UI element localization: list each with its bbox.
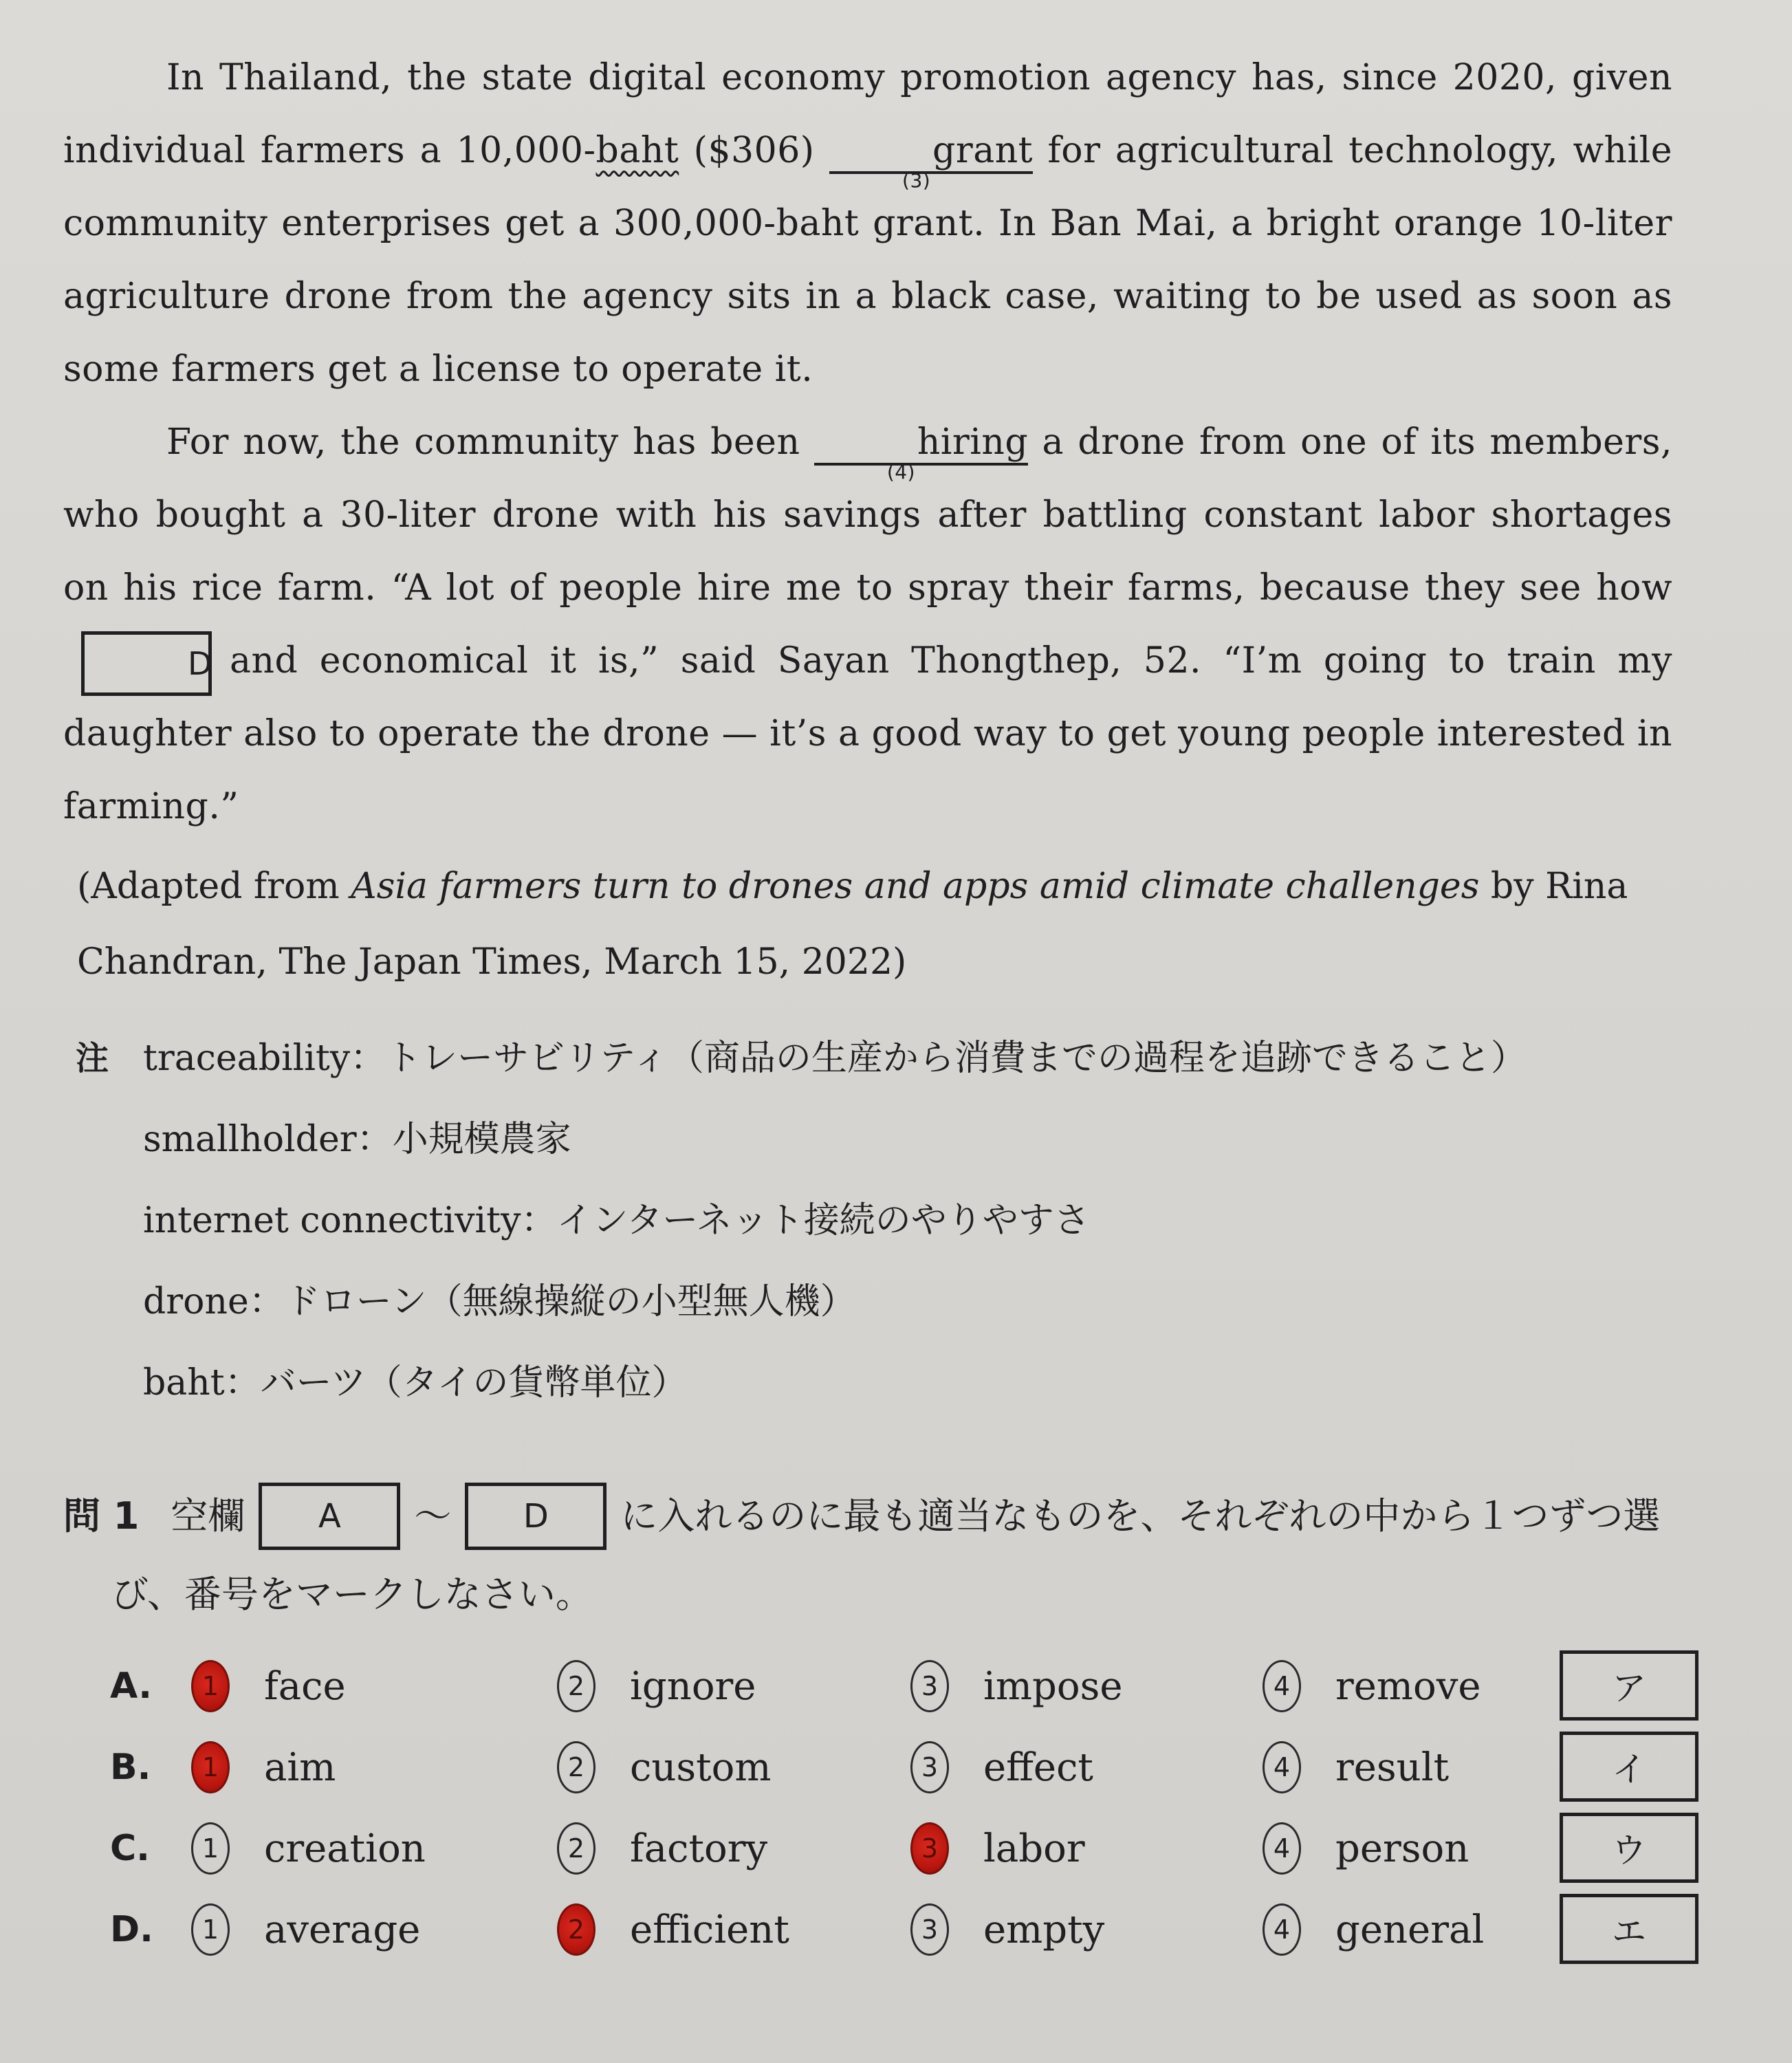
underlined-word-grant: grant bbox=[932, 130, 1034, 171]
note-item: smallholder：小規模農家 bbox=[143, 1119, 571, 1160]
option-number[interactable]: 4 bbox=[1263, 1822, 1301, 1875]
option-number[interactable]: 3 bbox=[910, 1741, 949, 1793]
choice-label: B. bbox=[110, 1747, 151, 1788]
paragraph-1 bbox=[63, 41, 1672, 406]
option-number-marked[interactable]: 2 bbox=[557, 1903, 595, 1956]
note-item: internet connectivity：インターネット接続のやりやすさ bbox=[143, 1200, 1090, 1241]
option-number[interactable]: 2 bbox=[557, 1822, 595, 1875]
note-row bbox=[76, 1180, 1657, 1261]
option[interactable] bbox=[910, 1903, 1104, 1956]
option-word: creation bbox=[264, 1826, 426, 1871]
choice-label: C. bbox=[110, 1828, 150, 1869]
option-number-marked[interactable]: 1 bbox=[191, 1741, 230, 1793]
blank-box-d: D bbox=[465, 1483, 607, 1550]
p2-text-a: For now, the community has been bbox=[166, 422, 814, 463]
option[interactable] bbox=[191, 1903, 420, 1956]
vocabulary-notes bbox=[76, 1018, 1657, 1423]
option-word: ignore bbox=[630, 1663, 756, 1709]
option-number[interactable]: 3 bbox=[910, 1903, 949, 1956]
reading-passage bbox=[63, 41, 1672, 1000]
option-word: aim bbox=[264, 1745, 336, 1790]
underlined-word-baht: baht bbox=[595, 130, 679, 171]
note-item: drone：ドローン（無線操縦の小型無人機） bbox=[143, 1281, 856, 1322]
note-item: traceability：トレーサビリティ（商品の生産から消費までの過程を追跡できること） bbox=[143, 1038, 1527, 1079]
underline-label-3: (3) bbox=[902, 169, 931, 192]
option[interactable] bbox=[191, 1660, 346, 1712]
underlined-word-4 bbox=[814, 422, 1029, 483]
question-instruction-line-2: び、番号をマークしなさい。 bbox=[111, 1573, 593, 1616]
blank-d: D bbox=[81, 631, 212, 696]
answer-box: エ bbox=[1560, 1894, 1698, 1964]
tilde: ～ bbox=[414, 1494, 452, 1538]
question-text-a: 空欄 bbox=[171, 1494, 245, 1538]
answer-box: ア bbox=[1560, 1650, 1698, 1721]
choice-row-b bbox=[110, 1732, 1678, 1813]
underlined-word-3 bbox=[829, 130, 1034, 192]
option[interactable] bbox=[1263, 1660, 1481, 1712]
option[interactable] bbox=[191, 1822, 426, 1875]
option-number[interactable]: 2 bbox=[557, 1741, 595, 1793]
option-word: effect bbox=[983, 1745, 1093, 1790]
source-prefix: (Adapted from bbox=[77, 866, 351, 907]
option-word: average bbox=[264, 1907, 421, 1952]
option-word: factory bbox=[630, 1826, 768, 1871]
question-number: 問 1 bbox=[63, 1494, 140, 1538]
underlined-word-hiring: hiring bbox=[917, 422, 1029, 463]
question-instruction-line-1 bbox=[63, 1478, 1727, 1554]
option-number[interactable]: 2 bbox=[557, 1660, 595, 1712]
blank-box-a: A bbox=[259, 1483, 400, 1550]
option-word: custom bbox=[630, 1745, 772, 1790]
p2-text-c: and economical it is,” said Sayan Thongthep, 52. “I’m going to train my daughter also to operate the drone — it’s a good way to get young people interested in farming.” bbox=[63, 640, 1672, 827]
choice-label: A. bbox=[110, 1666, 152, 1707]
option[interactable] bbox=[910, 1741, 1093, 1793]
option-number[interactable]: 4 bbox=[1263, 1903, 1301, 1956]
option-number[interactable]: 1 bbox=[191, 1903, 230, 1956]
option-number[interactable]: 4 bbox=[1263, 1660, 1301, 1712]
option[interactable] bbox=[557, 1741, 772, 1793]
choice-row-d bbox=[110, 1894, 1678, 1975]
option-number-marked[interactable]: 3 bbox=[910, 1822, 949, 1875]
note-row bbox=[76, 1018, 1657, 1099]
p1-text-a: In Thailand, the state digital economy promotion agency has, since 2020, given individual farmers a 10,000- bbox=[63, 57, 1672, 171]
underline-label-4: (4) bbox=[886, 461, 915, 483]
answer-box: イ bbox=[1560, 1732, 1698, 1802]
question-text-b: に入れるのに最も適当なものを、それぞれの中から１つずつ選 bbox=[620, 1494, 1661, 1538]
option-number[interactable]: 1 bbox=[191, 1822, 230, 1875]
source-citation bbox=[77, 849, 1672, 1000]
note-item: baht：バーツ（タイの貨幣単位） bbox=[143, 1362, 688, 1404]
answer-choices bbox=[110, 1650, 1678, 1975]
answer-box: ウ bbox=[1560, 1813, 1698, 1883]
choice-row-c bbox=[110, 1813, 1678, 1894]
option-number[interactable]: 3 bbox=[910, 1660, 949, 1712]
option[interactable] bbox=[910, 1660, 1122, 1712]
option[interactable] bbox=[557, 1660, 756, 1712]
option[interactable] bbox=[557, 1822, 767, 1875]
note-row bbox=[76, 1099, 1657, 1180]
note-row bbox=[76, 1261, 1657, 1342]
option-word: result bbox=[1335, 1745, 1450, 1790]
option[interactable] bbox=[557, 1903, 789, 1956]
note-row bbox=[76, 1342, 1657, 1423]
p2-text-b: a drone from one of its members, who bought a 30-liter drone with his savings after battling constant labor shortages on his rice farm. “A lot of people hire me to spray their farms, because they see how bbox=[63, 422, 1672, 609]
choice-label: D. bbox=[110, 1909, 153, 1950]
note-mark: 注 bbox=[76, 1039, 109, 1078]
option-word: face bbox=[264, 1663, 346, 1709]
option-word: impose bbox=[983, 1663, 1123, 1709]
choice-row-a bbox=[110, 1650, 1678, 1732]
option[interactable] bbox=[1263, 1741, 1449, 1793]
option-word: general bbox=[1335, 1907, 1485, 1952]
p1-text-c: for agricultural technology, while community enterprises get a 300,000-baht grant. In Ban Mai, a bright orange 10-liter agriculture drone from the agency sits in a black case, waiting to be used as soon as some farmers get a license to operate it. bbox=[63, 130, 1673, 390]
option[interactable] bbox=[191, 1741, 336, 1793]
question-1 bbox=[63, 1478, 1727, 1633]
paragraph-2 bbox=[63, 406, 1672, 843]
p1-text-b: ($306) bbox=[679, 130, 830, 171]
option[interactable] bbox=[1263, 1903, 1484, 1956]
option[interactable] bbox=[1263, 1822, 1469, 1875]
option-word: labor bbox=[983, 1826, 1085, 1871]
option-number-marked[interactable]: 1 bbox=[191, 1660, 230, 1712]
option-number[interactable]: 4 bbox=[1263, 1741, 1301, 1793]
option[interactable] bbox=[910, 1822, 1085, 1875]
source-title: Asia farmers turn to drones and apps amid climate challenges bbox=[351, 866, 1480, 907]
option-word: person bbox=[1335, 1826, 1469, 1871]
option-word: remove bbox=[1335, 1663, 1481, 1709]
option-word: empty bbox=[983, 1907, 1105, 1952]
source-suffix: by Rina Chandran, The Japan Times, March 15, 2022) bbox=[77, 866, 1628, 983]
option-word: efficient bbox=[630, 1907, 789, 1952]
